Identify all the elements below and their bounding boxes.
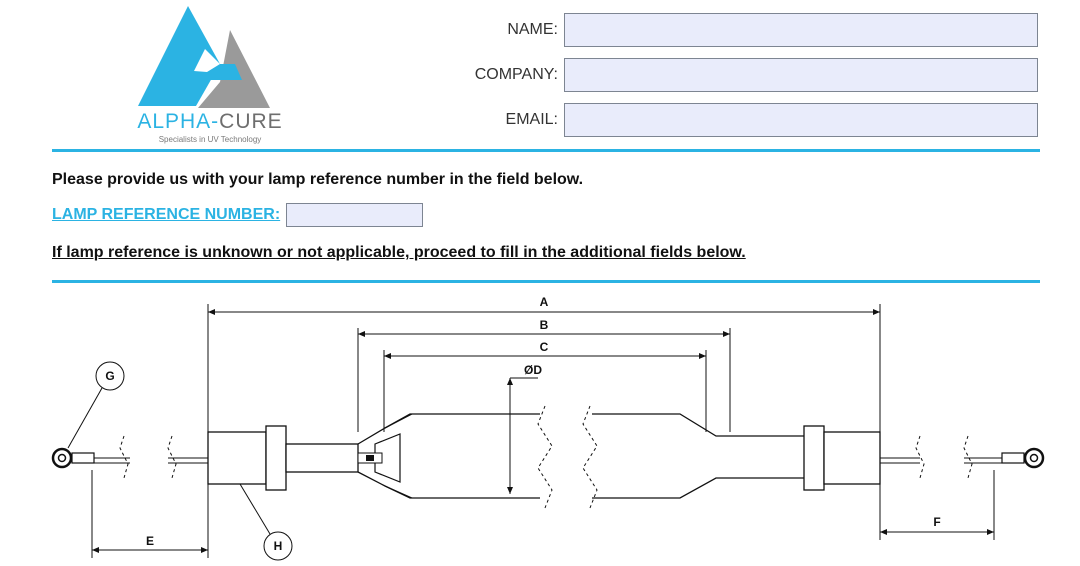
divider-top — [52, 149, 1040, 152]
instruction-text: Please provide us with your lamp reference number in the field below. — [52, 171, 584, 188]
logo-mark-icon — [110, 2, 310, 112]
lamp-reference-field[interactable] — [286, 203, 423, 227]
logo-wordmark-cure: CURE — [219, 110, 283, 133]
dimension-a-label: A — [539, 295, 549, 309]
left-terminal — [53, 436, 208, 478]
dimension-d — [510, 363, 542, 494]
dimension-d-label: ØD — [524, 363, 542, 377]
name-row — [438, 12, 1038, 47]
dimension-c-label: C — [539, 340, 549, 354]
name-field[interactable] — [564, 13, 1038, 47]
left-end-cap — [208, 426, 358, 490]
lamp-reference-row — [52, 203, 423, 227]
callout-g — [68, 362, 124, 448]
company-field[interactable] — [564, 58, 1038, 92]
logo-tagline: Specialists in UV Technology — [158, 135, 262, 144]
dimension-a — [208, 295, 880, 432]
name-label: NAME: — [507, 20, 558, 38]
dimension-f-label: F — [933, 515, 941, 529]
right-end-cap — [804, 426, 880, 490]
alpha-cure-logo — [110, 2, 310, 152]
notice-text: If lamp reference is unknown or not applicable, proceed to fill in the additional fields below. — [52, 244, 746, 261]
dimension-b-label: B — [539, 318, 549, 332]
lamp-body — [358, 406, 804, 508]
divider-bottom — [52, 280, 1040, 283]
company-row — [438, 57, 1038, 92]
dimension-f — [880, 470, 994, 540]
right-terminal — [880, 436, 1043, 478]
callout-h-label: H — [273, 539, 283, 553]
logo-wordmark-alpha: ALPHA- — [137, 110, 220, 133]
email-row — [438, 102, 1038, 137]
email-field[interactable] — [564, 103, 1038, 137]
dimension-e — [92, 470, 208, 558]
dimension-c — [384, 340, 706, 432]
lamp-reference-label: LAMP REFERENCE NUMBER: — [52, 206, 281, 223]
dimension-e-label: E — [145, 534, 155, 548]
dimension-b — [358, 318, 730, 432]
lamp-dimension-diagram — [40, 286, 1060, 566]
email-label: EMAIL: — [505, 110, 558, 128]
callout-g-label: G — [105, 369, 115, 383]
company-label: COMPANY: — [474, 65, 558, 83]
logo-wordmark — [110, 110, 310, 134]
callout-h — [240, 484, 292, 560]
